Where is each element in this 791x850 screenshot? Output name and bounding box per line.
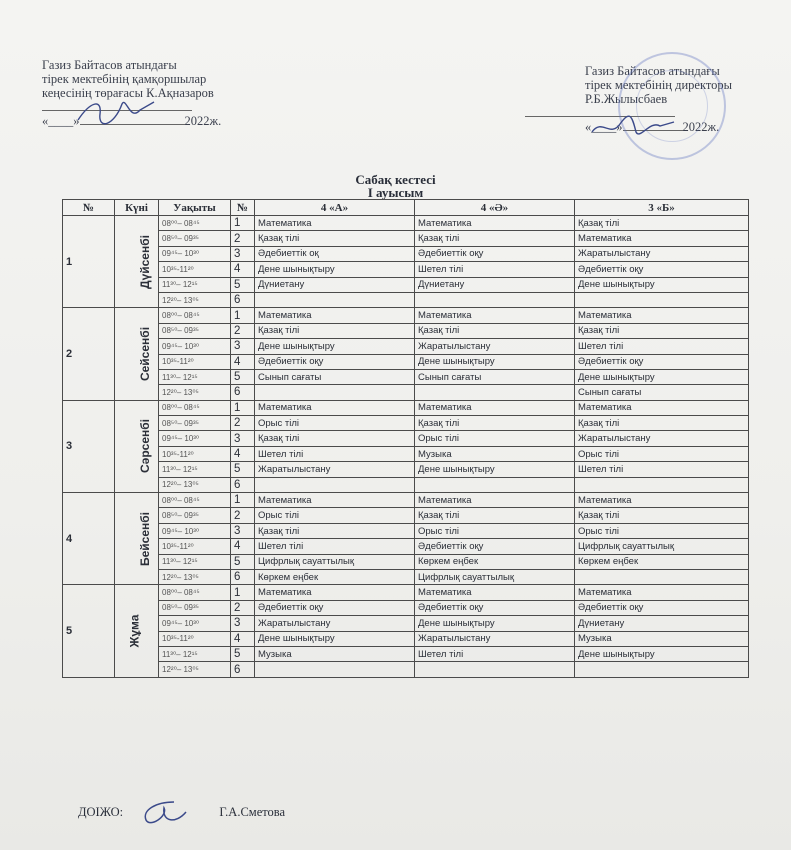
subject-4a <box>255 477 415 492</box>
subject-4a: Әдебиеттік оқу <box>255 600 415 615</box>
subject-3b: Орыс тілі <box>575 523 749 538</box>
subject-4a: Дене шынықтыру <box>255 339 415 354</box>
subject-4ae: Жаратылыстану <box>415 339 575 354</box>
day-name-cell <box>115 216 159 308</box>
day-number: 1 <box>63 216 115 308</box>
header-left-date-year: 2022ж. <box>184 114 222 128</box>
table-row <box>63 246 749 261</box>
lesson-time: 09⁴⁵– 10³⁰ <box>159 339 231 354</box>
lesson-number: 3 <box>231 616 255 631</box>
lesson-time: 08⁰⁰– 08⁴⁵ <box>159 400 231 415</box>
header-right-date-open: «____» <box>585 120 623 134</box>
lesson-time: 12²⁰– 13⁰⁵ <box>159 569 231 584</box>
table-row <box>63 585 749 600</box>
col-header-day: Күні <box>115 200 159 216</box>
lesson-time: 09⁴⁵– 10³⁰ <box>159 523 231 538</box>
subject-3b: Қазақ тілі <box>575 323 749 338</box>
lesson-time: 10³⁵-11²⁰ <box>159 354 231 369</box>
header-right-line2: тірек мектебінің директоры <box>585 78 733 92</box>
lesson-number: 1 <box>231 216 255 231</box>
subject-4ae: Музыка <box>415 446 575 461</box>
subject-3b: Цифрлық сауаттылық <box>575 539 749 554</box>
lesson-time: 08⁰⁰– 08⁴⁵ <box>159 216 231 231</box>
table-row <box>63 554 749 569</box>
table-row <box>63 631 749 646</box>
subject-3b: Әдебиеттік оқу <box>575 600 749 615</box>
subject-4a: Көркем еңбек <box>255 569 415 584</box>
subject-4ae: Шетел тілі <box>415 262 575 277</box>
subject-4ae: Әдебиеттік оқу <box>415 600 575 615</box>
subject-3b: Математика <box>575 308 749 323</box>
subject-4ae: Математика <box>415 400 575 415</box>
subject-4ae: Дене шынықтыру <box>415 354 575 369</box>
table-row <box>63 369 749 384</box>
footer-signature <box>78 798 285 828</box>
col-header-number: № <box>63 200 115 216</box>
left-signature-icon <box>70 92 160 132</box>
table-row <box>63 508 749 523</box>
lesson-time: 08⁵⁰– 09³⁵ <box>159 416 231 431</box>
header-left-line1: Газиз Байтасов атындағы <box>42 58 177 72</box>
subject-4ae: Дене шынықтыру <box>415 616 575 631</box>
lesson-number: 1 <box>231 585 255 600</box>
lesson-number: 4 <box>231 354 255 369</box>
lesson-number: 2 <box>231 600 255 615</box>
table-row <box>63 616 749 631</box>
lesson-time: 08⁰⁰– 08⁴⁵ <box>159 493 231 508</box>
subject-4a <box>255 662 415 677</box>
lesson-number: 1 <box>231 400 255 415</box>
subject-4ae: Дүниетану <box>415 277 575 292</box>
table-row <box>63 216 749 231</box>
subject-3b: Қазақ тілі <box>575 508 749 523</box>
day-name: Бейсенбі <box>138 511 153 566</box>
day-name-cell <box>115 308 159 400</box>
subject-4ae <box>415 292 575 307</box>
subject-4ae: Математика <box>415 216 575 231</box>
lesson-time: 12²⁰– 13⁰⁵ <box>159 292 231 307</box>
shift-subtitle: I ауысым <box>367 185 424 200</box>
header-right-line1: Газиз Байтасов атындағы <box>585 64 720 78</box>
subject-4ae <box>415 477 575 492</box>
subject-4a <box>255 385 415 400</box>
header-right-line3: Р.Б.Жылысбаев <box>585 92 668 106</box>
header-right-date-year: 2022ж. <box>682 120 720 134</box>
lesson-number: 6 <box>231 662 255 677</box>
lesson-time: 08⁵⁰– 09³⁵ <box>159 231 231 246</box>
lesson-number: 6 <box>231 292 255 307</box>
subject-4a: Дүниетану <box>255 277 415 292</box>
table-row <box>63 416 749 431</box>
lesson-time: 12²⁰– 13⁰⁵ <box>159 477 231 492</box>
day-name: Жұма <box>127 614 142 648</box>
subject-3b: Математика <box>575 231 749 246</box>
table-row <box>63 462 749 477</box>
lesson-time: 12²⁰– 13⁰⁵ <box>159 385 231 400</box>
lesson-time: 08⁵⁰– 09³⁵ <box>159 323 231 338</box>
subject-4a <box>255 292 415 307</box>
table-row <box>63 477 749 492</box>
subject-4ae: Цифрлық сауаттылық <box>415 569 575 584</box>
right-signature-icon <box>588 112 678 142</box>
lesson-time: 08⁵⁰– 09³⁵ <box>159 600 231 615</box>
subject-3b: Математика <box>575 585 749 600</box>
subject-4a: Математика <box>255 400 415 415</box>
lesson-time: 09⁴⁵– 10³⁰ <box>159 616 231 631</box>
subject-4ae: Көркем еңбек <box>415 554 575 569</box>
table-row <box>63 662 749 677</box>
lesson-number: 2 <box>231 416 255 431</box>
subject-3b: Сынып сағаты <box>575 385 749 400</box>
day-name: Дүйсенбі <box>137 234 152 289</box>
lesson-time: 08⁰⁰– 08⁴⁵ <box>159 585 231 600</box>
table-row <box>63 262 749 277</box>
subject-3b: Математика <box>575 400 749 415</box>
page-title: Сабақ кестесі <box>355 172 436 187</box>
col-header-class-4a: 4 «А» <box>255 200 415 216</box>
subject-3b <box>575 569 749 584</box>
subject-4ae: Жаратылыстану <box>415 631 575 646</box>
subject-3b: Қазақ тілі <box>575 416 749 431</box>
schedule-table <box>62 199 749 678</box>
subject-4ae: Әдебиеттік оқу <box>415 539 575 554</box>
subject-4ae: Математика <box>415 493 575 508</box>
subject-4a: Қазақ тілі <box>255 231 415 246</box>
subject-4a: Дене шынықтыру <box>255 631 415 646</box>
table-row <box>63 539 749 554</box>
subject-4ae: Қазақ тілі <box>415 323 575 338</box>
table-row <box>63 400 749 415</box>
subject-3b: Дене шынықтыру <box>575 277 749 292</box>
table-row <box>63 354 749 369</box>
lesson-time: 10³⁵-11²⁰ <box>159 446 231 461</box>
table-row <box>63 308 749 323</box>
lesson-time: 09⁴⁵– 10³⁰ <box>159 431 231 446</box>
subject-4a: Математика <box>255 216 415 231</box>
subject-3b: Математика <box>575 493 749 508</box>
subject-4a: Сынып сағаты <box>255 369 415 384</box>
table-row <box>63 646 749 661</box>
day-name-cell <box>115 400 159 492</box>
col-header-time: Уақыты <box>159 200 231 216</box>
subject-3b: Орыс тілі <box>575 446 749 461</box>
lesson-number: 5 <box>231 369 255 384</box>
header-left-line2: тірек мектебінің қамқоршылар <box>42 72 207 86</box>
lesson-number: 4 <box>231 539 255 554</box>
subject-4a: Музыка <box>255 646 415 661</box>
lesson-time: 10³⁵-11²⁰ <box>159 631 231 646</box>
col-header-lesson-number: № <box>231 200 255 216</box>
day-name-cell <box>115 493 159 585</box>
subject-4ae: Шетел тілі <box>415 646 575 661</box>
lesson-number: 1 <box>231 493 255 508</box>
lesson-number: 5 <box>231 277 255 292</box>
subject-4a: Шетел тілі <box>255 539 415 554</box>
lesson-number: 2 <box>231 231 255 246</box>
lesson-time: 11³⁰– 12¹⁵ <box>159 277 231 292</box>
subject-3b <box>575 662 749 677</box>
lesson-time: 11³⁰– 12¹⁵ <box>159 369 231 384</box>
day-name: Сәрсенбі <box>138 419 153 474</box>
col-header-class-4ae: 4 «Ә» <box>415 200 575 216</box>
day-number: 2 <box>63 308 115 400</box>
subject-3b <box>575 477 749 492</box>
table-row <box>63 493 749 508</box>
lesson-number: 4 <box>231 262 255 277</box>
subject-4a: Дене шынықтыру <box>255 262 415 277</box>
lesson-time: 09⁴⁵– 10³⁰ <box>159 246 231 261</box>
day-name: Сейсенбі <box>138 326 153 382</box>
subject-4a: Қазақ тілі <box>255 323 415 338</box>
lesson-number: 6 <box>231 477 255 492</box>
subject-3b: Көркем еңбек <box>575 554 749 569</box>
subject-3b: Шетел тілі <box>575 462 749 477</box>
subject-3b: Дене шынықтыру <box>575 646 749 661</box>
lesson-number: 2 <box>231 508 255 523</box>
subject-4a: Қазақ тілі <box>255 523 415 538</box>
table-row <box>63 385 749 400</box>
lesson-number: 4 <box>231 631 255 646</box>
subject-4a: Жаратылыстану <box>255 616 415 631</box>
subject-4ae: Математика <box>415 585 575 600</box>
table-header-row <box>63 200 749 216</box>
lesson-number: 5 <box>231 646 255 661</box>
footer-label: ДОІЖО: <box>78 804 124 819</box>
lesson-number: 3 <box>231 339 255 354</box>
lesson-time: 08⁰⁰– 08⁴⁵ <box>159 308 231 323</box>
day-number: 4 <box>63 493 115 585</box>
subject-3b: Дене шынықтыру <box>575 369 749 384</box>
subject-4a: Орыс тілі <box>255 416 415 431</box>
table-row <box>63 277 749 292</box>
lesson-time: 11³⁰– 12¹⁵ <box>159 554 231 569</box>
lesson-number: 3 <box>231 523 255 538</box>
subject-4ae: Орыс тілі <box>415 523 575 538</box>
subject-4ae: Қазақ тілі <box>415 508 575 523</box>
subject-3b <box>575 292 749 307</box>
table-row <box>63 446 749 461</box>
subject-3b: Әдебиеттік оқу <box>575 262 749 277</box>
subject-4ae: Қазақ тілі <box>415 416 575 431</box>
day-number: 3 <box>63 400 115 492</box>
subject-4ae: Сынып сағаты <box>415 369 575 384</box>
subject-4a: Математика <box>255 308 415 323</box>
subject-4a: Математика <box>255 493 415 508</box>
lesson-number: 6 <box>231 569 255 584</box>
table-row <box>63 292 749 307</box>
header-left-date-open: «____» <box>42 114 80 128</box>
subject-4a: Қазақ тілі <box>255 431 415 446</box>
lesson-number: 5 <box>231 462 255 477</box>
subject-3b: Музыка <box>575 631 749 646</box>
lesson-number: 2 <box>231 323 255 338</box>
lesson-number: 4 <box>231 446 255 461</box>
subject-4ae: Дене шынықтыру <box>415 462 575 477</box>
subject-3b: Қазақ тілі <box>575 216 749 231</box>
subject-4a: Әдебиеттік оқ <box>255 246 415 261</box>
subject-3b: Жаратылыстану <box>575 246 749 261</box>
table-row <box>63 523 749 538</box>
lesson-time: 08⁵⁰– 09³⁵ <box>159 508 231 523</box>
day-number: 5 <box>63 585 115 677</box>
subject-4a: Цифрлық сауаттылық <box>255 554 415 569</box>
subject-4ae <box>415 662 575 677</box>
lesson-number: 3 <box>231 246 255 261</box>
lesson-number: 3 <box>231 431 255 446</box>
footer-signature-icon <box>134 798 194 828</box>
lesson-number: 1 <box>231 308 255 323</box>
lesson-number: 6 <box>231 385 255 400</box>
lesson-time: 10³⁵-11²⁰ <box>159 262 231 277</box>
subject-4a: Жаратылыстану <box>255 462 415 477</box>
subject-4ae: Қазақ тілі <box>415 231 575 246</box>
lesson-number: 5 <box>231 554 255 569</box>
subject-3b: Дүниетану <box>575 616 749 631</box>
table-row <box>63 569 749 584</box>
day-name-cell <box>115 585 159 677</box>
subject-3b: Шетел тілі <box>575 339 749 354</box>
subject-4a: Әдебиеттік оқу <box>255 354 415 369</box>
table-row <box>63 231 749 246</box>
subject-4a: Математика <box>255 585 415 600</box>
col-header-class-3b: 3 «Б» <box>575 200 749 216</box>
subject-4a: Шетел тілі <box>255 446 415 461</box>
subject-3b: Әдебиеттік оқу <box>575 354 749 369</box>
table-row <box>63 431 749 446</box>
header-left-line3: кеңесінің төрағасы К.Ақназаров <box>42 86 214 100</box>
table-row <box>63 323 749 338</box>
subject-4ae: Орыс тілі <box>415 431 575 446</box>
subject-3b: Жаратылыстану <box>575 431 749 446</box>
subject-4ae: Математика <box>415 308 575 323</box>
table-row <box>63 339 749 354</box>
footer-name: Г.А.Сметова <box>219 804 286 819</box>
subject-4ae <box>415 385 575 400</box>
subject-4a: Орыс тілі <box>255 508 415 523</box>
subject-4ae: Әдебиеттік оқу <box>415 246 575 261</box>
table-row <box>63 600 749 615</box>
lesson-time: 11³⁰– 12¹⁵ <box>159 646 231 661</box>
lesson-time: 10³⁵-11²⁰ <box>159 539 231 554</box>
lesson-time: 12²⁰– 13⁰⁵ <box>159 662 231 677</box>
lesson-time: 11³⁰– 12¹⁵ <box>159 462 231 477</box>
